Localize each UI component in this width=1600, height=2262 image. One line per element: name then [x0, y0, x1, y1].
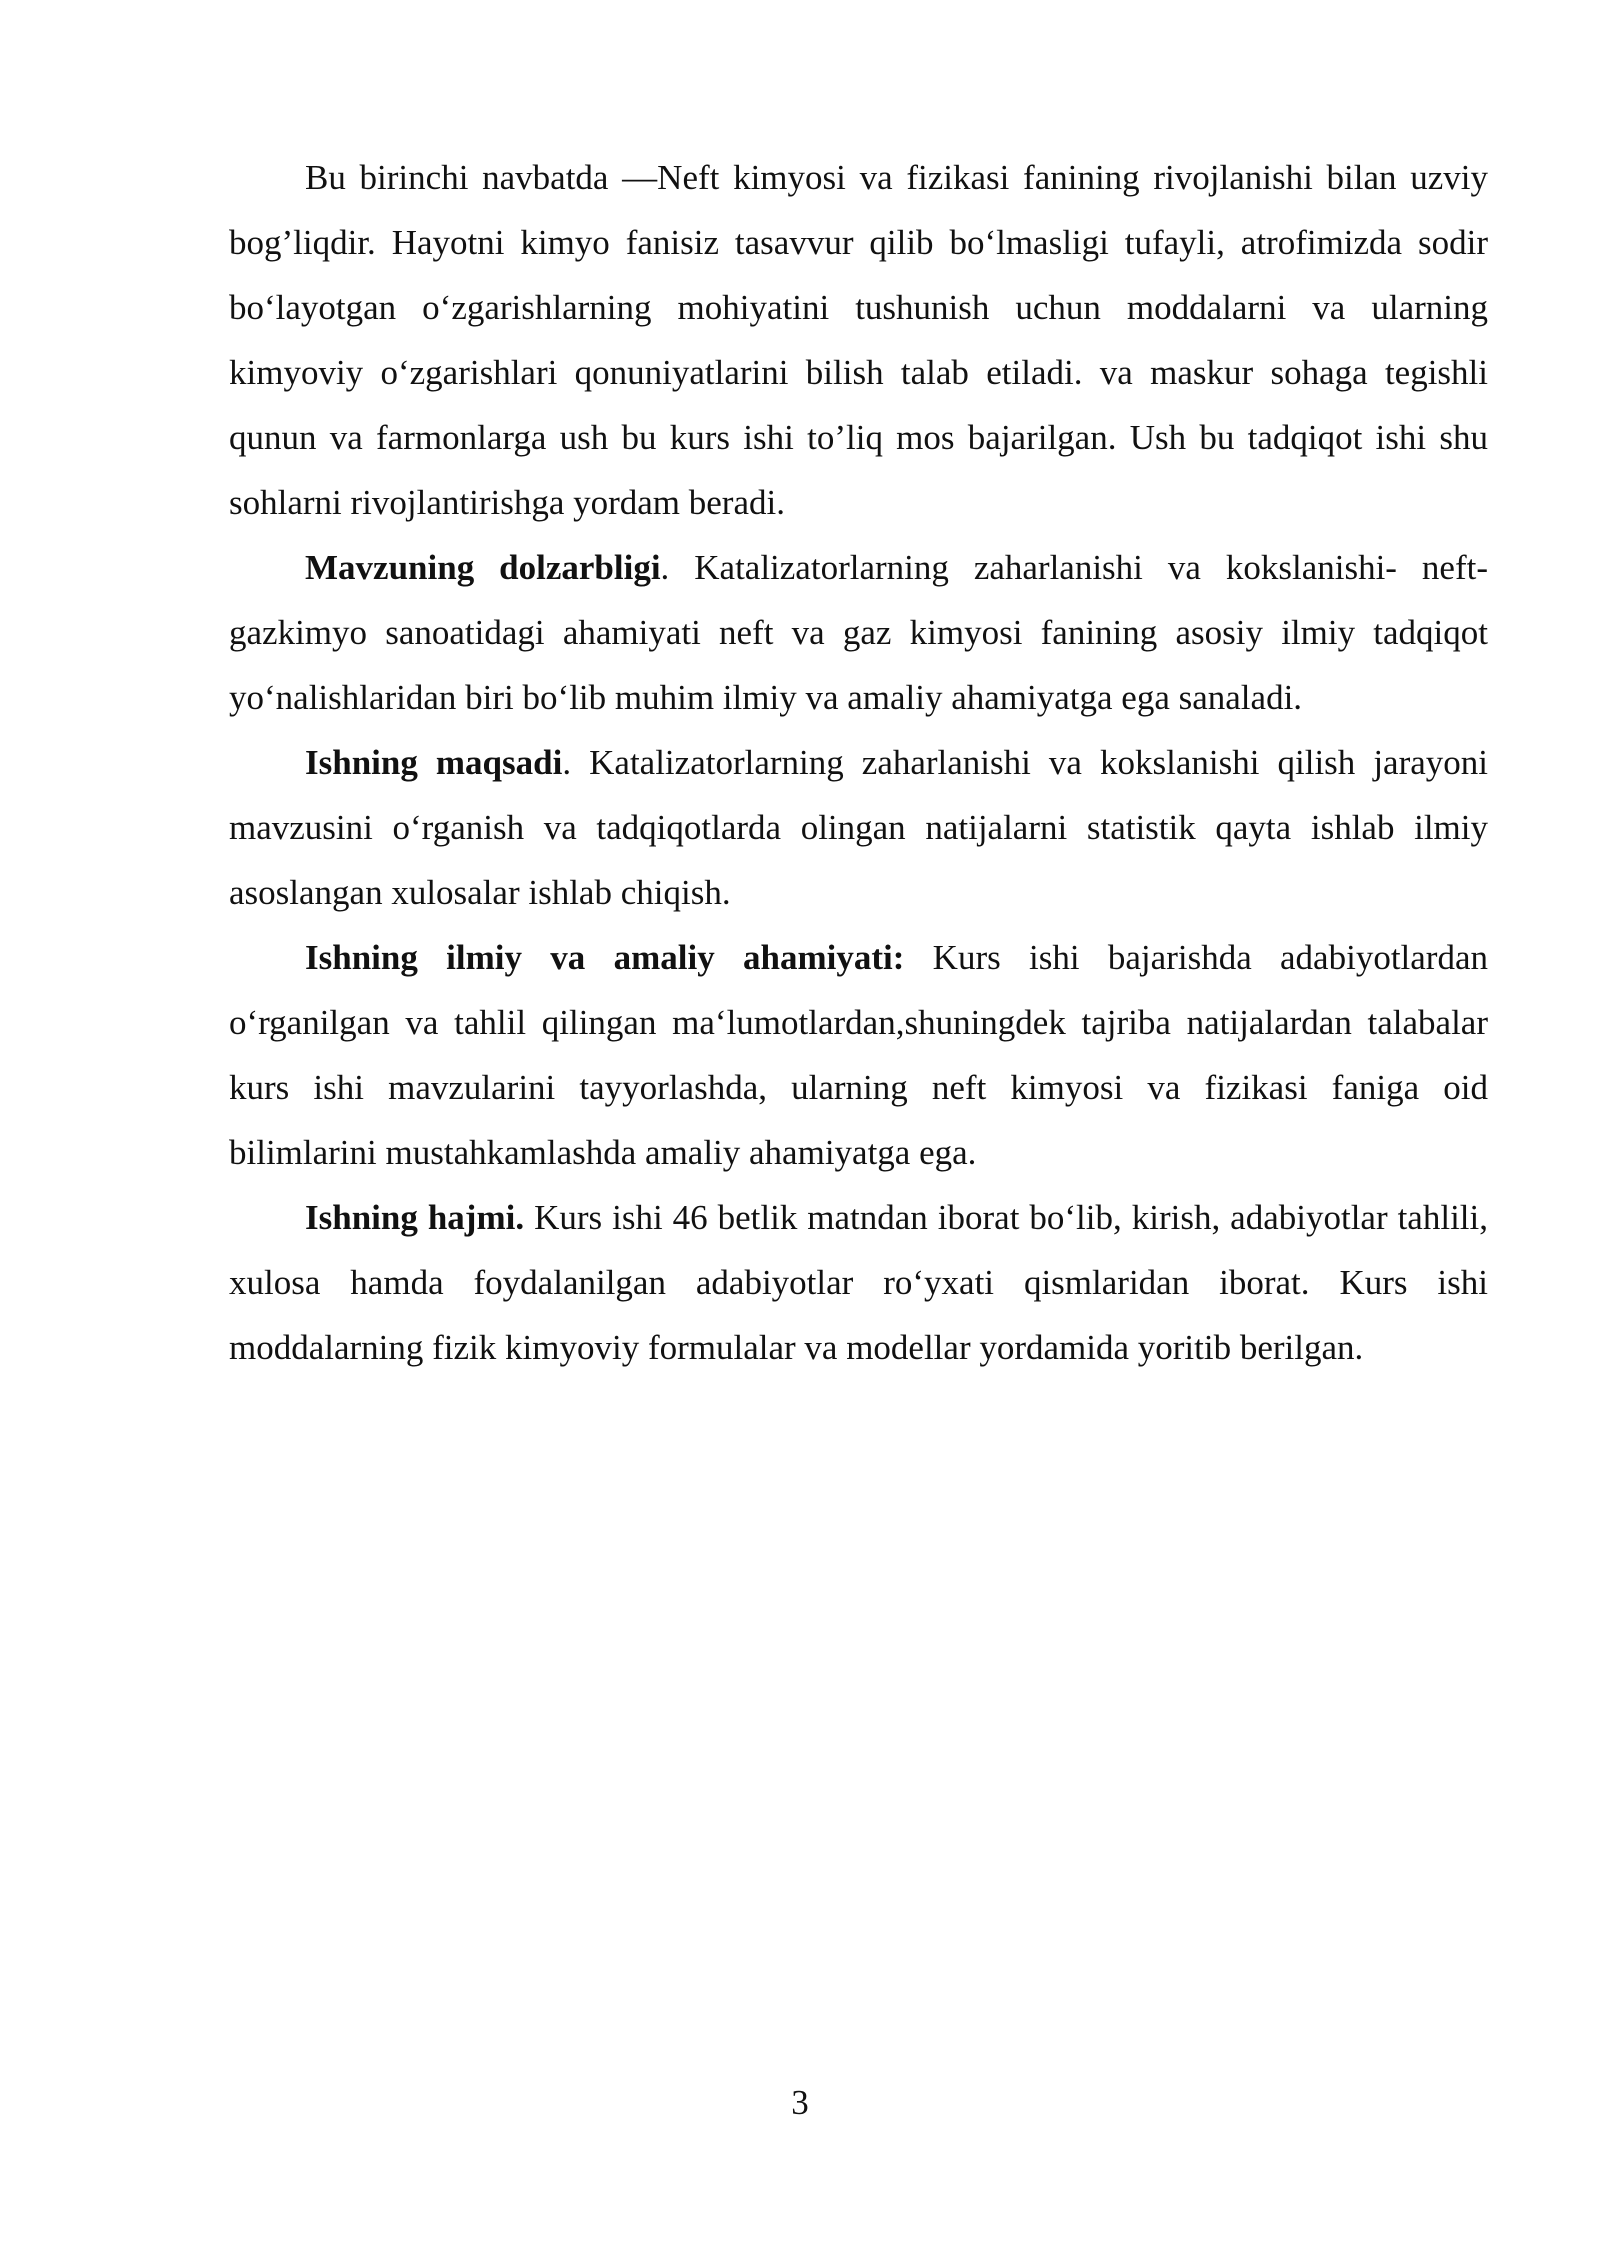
paragraph-text: Bu birinchi navbatda —Neft kimyosi va fizikasi fanining rivojlanishi bilan uzviy bog’liqdir. Hayotni kimyo fanisiz tasavvur qilib bo‘lmasligi tufayli, atrofimizda sodir bo‘layotgan o‘zgarishlarning mohiyatini tushunish uchun moddalarni va ularning kimyoviy o‘zgarishlari qonuniyatlarini bilish talab etiladi. va maskur sohaga tegishli qunun va farmonlarga ush bu kurs ishi to’liq mos bajarilgan. Ush bu tadqiqot ishi shu sohlarni rivojlantirishga yordam beradi.	[229, 158, 1488, 522]
paragraph-text: Kurs ishi 46 betlik matndan iborat bo‘lib, kirish, adabiyotlar tahlili, xulosa hamda foydalanilgan adabiyotlar ro‘yxati qismlaridan iborat. Kurs ishi moddalarning fizik kimyoviy formulalar va modellar yordamida yoritib berilgan.	[229, 1198, 1488, 1367]
paragraph-goal	[229, 730, 1488, 925]
page-body	[229, 145, 1488, 1380]
paragraph-significance	[229, 925, 1488, 1185]
paragraph-introduction	[229, 145, 1488, 535]
paragraph-relevance	[229, 535, 1488, 730]
paragraph-lead: Mavzuning dolzarbligi	[305, 548, 661, 587]
paragraph-lead: Ishning maqsadi	[305, 743, 563, 782]
paragraph-text: Kurs ishi bajarishda adabiyotlardan o‘rganilgan va tahlil qilingan ma‘lumotlardan,shuningdek tajriba natijalardan talabalar kurs ishi mavzularini tayyorlashda, ularning neft kimyosi va fizikasi faniga oid bilimlarini mustahkamlashda amaliy ahamiyatga ega.	[229, 938, 1488, 1172]
paragraph-scope	[229, 1185, 1488, 1380]
paragraph-lead: Ishning ilmiy va amaliy ahamiyati:	[305, 938, 905, 977]
paragraph-lead: Ishning hajmi.	[305, 1198, 525, 1237]
page-number: 3	[791, 2083, 809, 2122]
paragraph-text: . Katalizatorlarning zaharlanishi va kokslanishi- neft-gazkimyo sanoatidagi ahamiyati neft va gaz kimyosi fanining asosiy ilmiy tadqiqot yo‘nalishlaridan biri bo‘lib muhim ilmiy va amaliy ahamiyatga ega sanaladi.	[229, 548, 1488, 717]
paragraph-text: . Katalizatorlarning zaharlanishi va kokslanishi qilish jarayoni mavzusini o‘rganish va tadqiqotlarda olingan natijalarni statistik qayta ishlab ilmiy asoslangan xulosalar ishlab chiqish.	[229, 743, 1489, 912]
